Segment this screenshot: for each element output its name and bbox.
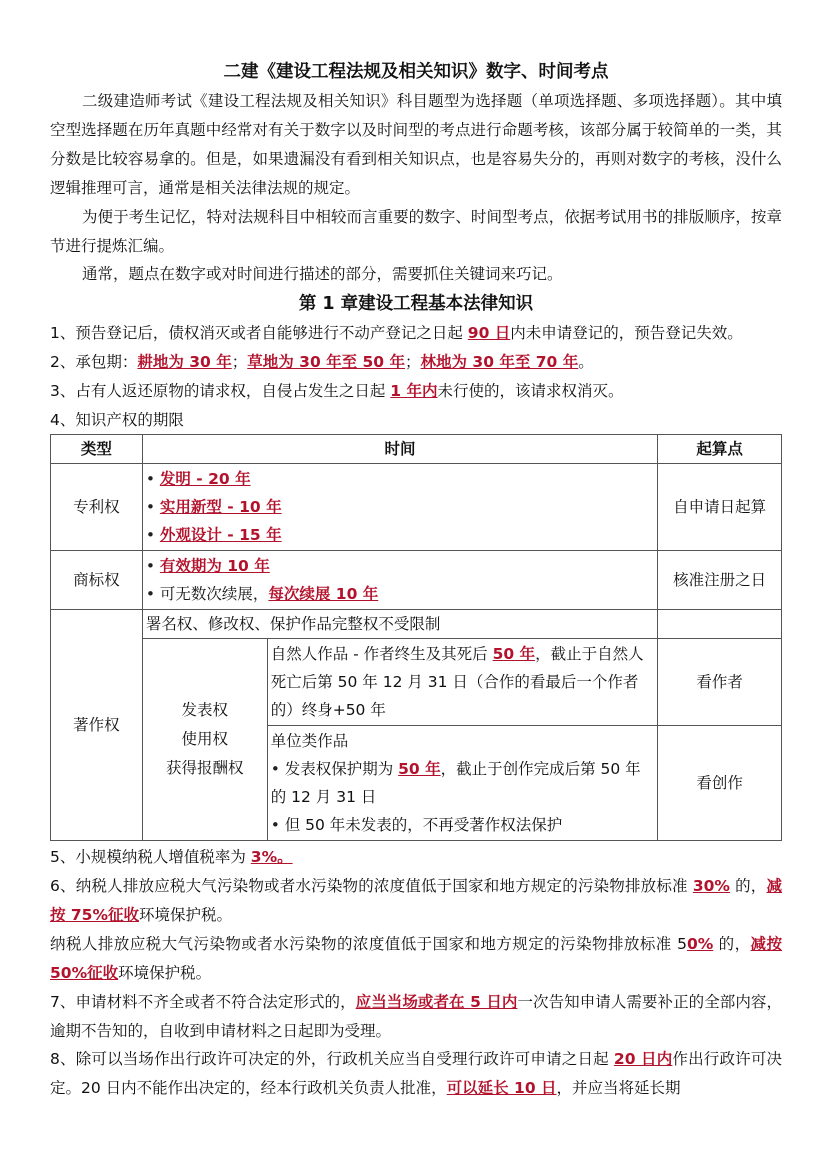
patent-type: 专利权 xyxy=(51,464,143,551)
header-start: 起算点 xyxy=(658,435,782,464)
copyright-type: 著作权 xyxy=(51,610,143,841)
item-6: 6、纳税人排放应税大气污染物或者水污染物的浓度值低于国家和地方规定的污染物排放标准 30% 的，减按 75%征收环境保护税。 xyxy=(50,877,782,924)
copyright-natural-start: 看作者 xyxy=(658,639,782,726)
copyright-unit-start: 看创作 xyxy=(658,726,782,841)
item-5: 5、小规模纳税人增值税率为 3%。 xyxy=(50,848,293,866)
table-header-row xyxy=(51,435,782,464)
copyright-unit-work: 单位类作品 • 发表权保护期为 50 年，截止于创作完成后第 50 年的 12 月 31 日 • 但 50 年未发表的，不再受著作权法保护 xyxy=(267,726,657,841)
trademark-type: 商标权 xyxy=(51,551,143,610)
copyright-natural-person: 自然人作品 - 作者终生及其死后 50 年，截止于自然人死亡后第 50 年 12 月 31 日（合作的看最后一个作者的）终身+50 年 xyxy=(267,639,657,726)
ip-period-table xyxy=(50,434,782,841)
table-row-copyright-moral xyxy=(51,610,782,639)
copyright-moral-start xyxy=(658,610,782,639)
trademark-periods: • 有效期为 10 年 • 可无数次续展，每次续展 10 年 xyxy=(142,551,657,610)
copyright-property-rights: 发表权 使用权 获得报酬权 xyxy=(142,639,267,841)
page-title: 二建《建设工程法规及相关知识》数字、时间考点 xyxy=(223,62,609,82)
table-row-copyright-natural xyxy=(51,639,782,726)
item-7: 7、申请材料不齐全或者不符合法定形式的，应当当场或者在 5 日内一次告知申请人需要补正的全部内容，逾期不告知的，自收到申请材料之日起即为受理。 xyxy=(50,993,782,1040)
trademark-start: 核准注册之日 xyxy=(658,551,782,610)
item-3: 3、占有人返还原物的请求权，自侵占发生之日起 1 年内未行使的，该请求权消灭。 xyxy=(50,382,624,400)
table-row-trademark xyxy=(51,551,782,610)
copyright-moral-rights: 署名权、修改权、保护作品完整权不受限制 xyxy=(142,610,657,639)
item-4: 4、知识产权的期限 xyxy=(50,411,184,429)
table-row-patent xyxy=(51,464,782,551)
intro-paragraph-3: 通常，题点在数字或对时间进行描述的部分，需要抓住关键词来巧记。 xyxy=(82,265,563,283)
intro-paragraph-2: 为便于考生记忆，特对法规科目中相较而言重要的数字、时间型考点，依据考试用书的排版顺序，按章节进行提炼汇编。 xyxy=(50,208,782,255)
item-6b: 纳税人排放应税大气污染物或者水污染物的浓度值低于国家和地方规定的污染物排放标准 50% 的，减按 50%征收环境保护税。 xyxy=(50,935,782,982)
intro-paragraph-1: 二级建造师考试《建设工程法规及相关知识》科目题型为选择题（单项选择题、多项选择题）。其中填空型选择题在历年真题中经常对有关于数字以及时间型的考点进行命题考核，该部分属于较简单的一类，其分数是比较容易拿的。但是，如果遗漏没有看到相关知识点，也是容易失分的，再则对数字的考核，没什么逻辑推理可言，通常是相关法律法规的规定。 xyxy=(50,92,782,197)
patent-periods: • 发明 - 20 年 • 实用新型 - 10 年 • 外观设计 - 15 年 xyxy=(142,464,657,551)
item-2: 2、承包期：耕地为 30 年；草地为 30 年至 50 年；林地为 30 年至 70 年。 xyxy=(50,353,594,371)
chapter-heading: 第 1 章建设工程基本法律知识 xyxy=(298,294,534,314)
header-type: 类型 xyxy=(51,435,143,464)
patent-start: 自申请日起算 xyxy=(658,464,782,551)
header-time: 时间 xyxy=(142,435,657,464)
item-8: 8、除可以当场作出行政许可决定的外，行政机关应当自受理行政许可申请之日起 20 日内作出行政许可决定。20 日内不能作出决定的，经本行政机关负责人批准，可以延长 10 日，并应当将延长期 xyxy=(50,1050,782,1097)
item-1: 1、预告登记后，债权消灭或者自能够进行不动产登记之日起 90 日内未申请登记的，预告登记失效。 xyxy=(50,324,743,342)
